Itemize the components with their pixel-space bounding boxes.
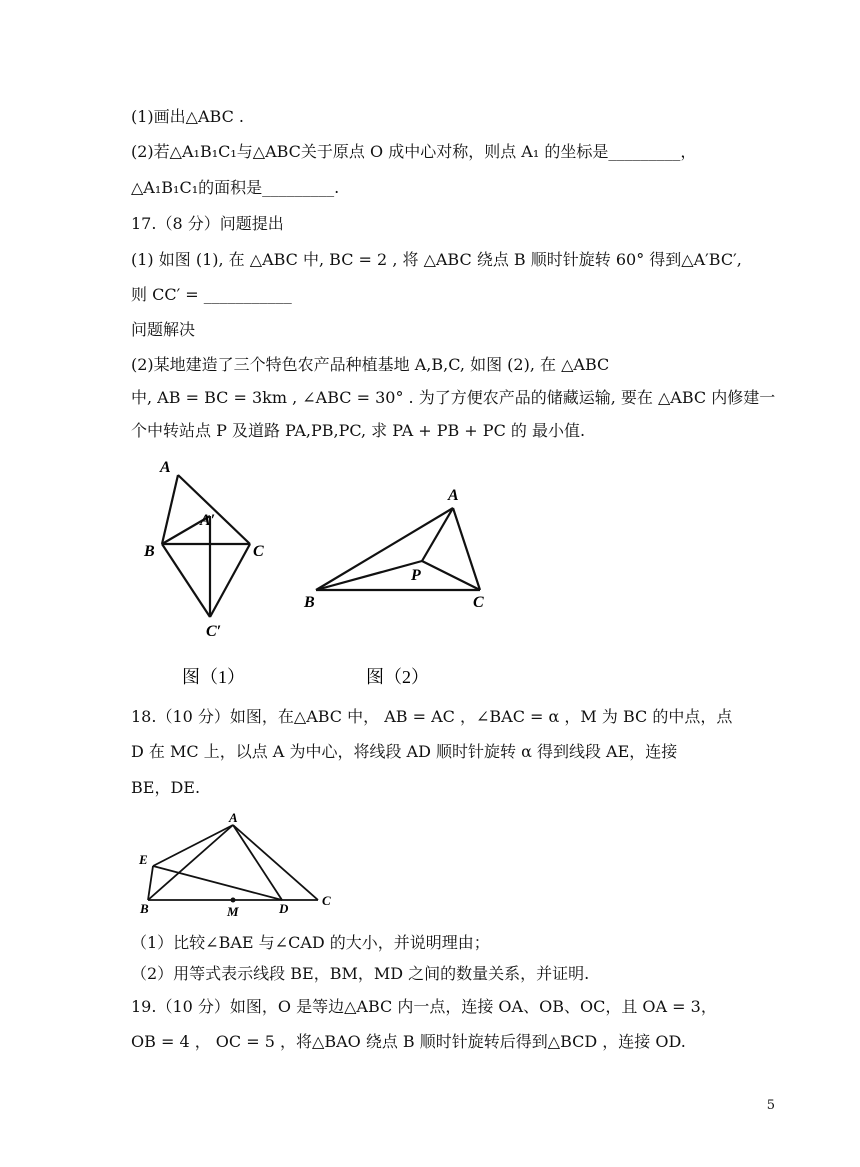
line-q16-area: △A₁B₁C₁的面积是_________.: [131, 178, 340, 197]
fig1-caption: 图（1）: [182, 667, 245, 687]
fig1-label-B: B: [144, 543, 155, 560]
fig1-label-C-prime: C′: [206, 623, 222, 640]
fig3-label-D: D: [279, 901, 289, 916]
fig1-label-A-prime: A′: [200, 512, 216, 529]
line-q18-part1: （1）比较∠BAE 与∠CAD 的大小，并说明理由；: [131, 933, 490, 952]
line-q17-blank: 则 CC′ = ___________: [131, 285, 292, 304]
figure-2: [300, 480, 500, 695]
fig3-label-C: C: [322, 893, 331, 908]
fig2-label-P: P: [411, 567, 421, 584]
page-number: 5: [766, 1098, 775, 1113]
fig3-midpoint-M: [231, 898, 236, 903]
fig2-label-B: B: [304, 594, 315, 611]
line-q17-solve: 问题解决: [131, 320, 196, 339]
line-q19-b: OB = 4 ， OC = 5 ，将△BAO 绕点 B 顺时针旋转后得到△BCD ，连接 OD.: [131, 1032, 686, 1051]
line-q18-part2: （2）用等式表示线段 BE，BM，MD 之间的数量关系，并证明.: [131, 964, 590, 983]
fig3-label-B: B: [140, 901, 149, 916]
line-q18-c: BE，DE.: [131, 778, 201, 797]
fig3-label-E: E: [139, 852, 148, 867]
line-q19-a: 19.（10 分）如图，O 是等边△ABC 内一点，连接 OA、OB、OC，且 OA = 3，: [131, 997, 717, 1016]
line-q16-part2: (2)若△A₁B₁C₁与△ABC关于原点 O 成中心对称，则点 A₁ 的坐标是_________，: [131, 142, 697, 161]
figure-1: [140, 455, 280, 695]
fig2-label-C: C: [473, 594, 484, 611]
line-q18-a: 18.（10 分）如图，在△ABC 中， AB = AC ，∠BAC = α ，M 为 BC 的中点，点: [131, 707, 733, 726]
fig1-label-C: C: [253, 543, 264, 560]
line-q17-part2a: (2)某地建造了三个特色农产品种植基地 A,B,C, 如图 (2), 在 △ABC: [131, 355, 610, 374]
line-q17-part2c: 个中转站点 P 及道路 PA,PB,PC, 求 PA + PB + PC 的 最小值.: [131, 421, 586, 440]
figure-3: [130, 808, 350, 923]
fig1-label-A: A: [160, 459, 171, 476]
line-q17-header: 17.（8 分）问题提出: [131, 214, 284, 233]
fig2-label-A: A: [448, 487, 459, 504]
line-q16-part1: (1)画出△ABC .: [131, 107, 244, 126]
line-q17-part2b: 中, AB = BC = 3km , ∠ABC = 30° . 为了方便农产品的储藏运输, 要在 △ABC 内修建一: [131, 388, 776, 407]
fig3-label-M: M: [227, 904, 239, 919]
fig3-label-A: A: [229, 810, 238, 825]
fig2-caption: 图（2）: [366, 667, 429, 687]
line-q18-b: D 在 MC 上，以点 A 为中心，将线段 AD 顺时针旋转 α 得到线段 AE，连接: [131, 742, 678, 761]
line-q17-part1: (1) 如图 (1), 在 △ABC 中, BC = 2 , 将 △ABC 绕点 B 顺时针旋转 60° 得到△A′BC′,: [131, 250, 742, 269]
